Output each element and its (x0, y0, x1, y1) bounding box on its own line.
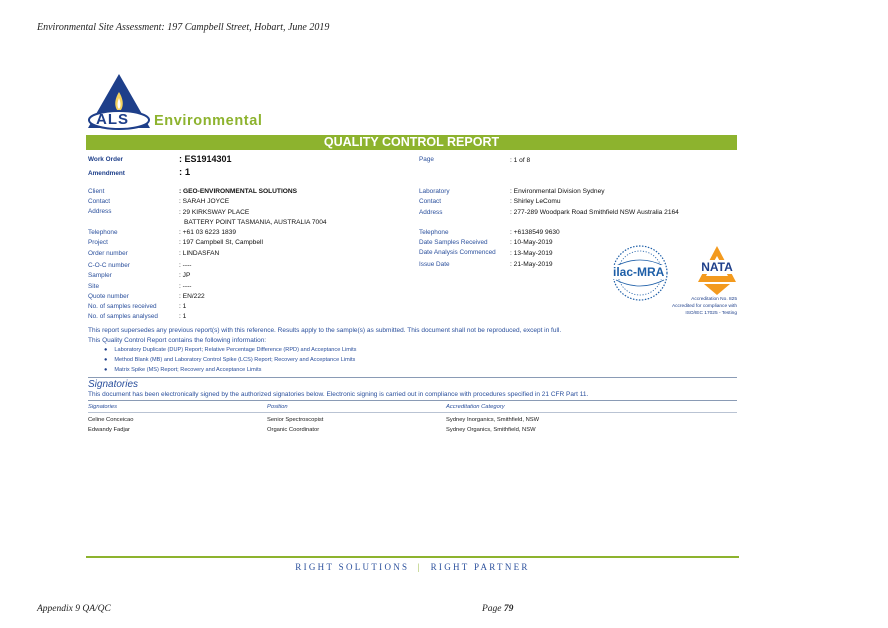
value-project: : 197 Campbell St, Campbell (179, 239, 263, 246)
label-order-number: Order number (88, 250, 128, 257)
contents-item-text: Laboratory Duplicate (DUP) Report; Relative Percentage Difference (RPD) and Acceptance Limits (114, 347, 357, 353)
value-date-received: : 10-May-2019 (510, 239, 553, 246)
tagline-left: RIGHT SOLUTIONS (295, 562, 410, 572)
footer-page (482, 604, 513, 614)
label-quote-number: Quote number (88, 293, 129, 300)
quote-number: EN/222 (182, 293, 205, 300)
telephone-number: +61 03 6223 1839 (182, 229, 237, 236)
value-samples-analysed: : 1 (179, 313, 187, 320)
brand-name: Environmental (154, 113, 263, 129)
footer-page-number: 79 (503, 604, 514, 614)
lab-address: 277-289 Woodpark Road Smithfield NSW Australia 2164 (513, 209, 679, 216)
divider (88, 412, 737, 413)
contents-item-text: Matrix Spike (MS) Report; Recovery and Acceptance Limits (114, 367, 262, 373)
value-date-commenced: : 13-May-2019 (510, 250, 553, 257)
lab-telephone-number: +6138549 9630 (513, 229, 560, 236)
tagline-separator: | (417, 562, 423, 572)
bullet-icon: ● (104, 367, 108, 373)
signatory-position: Organic Coordinator (267, 427, 320, 433)
accreditation-line-2: Accredited for compliance with (671, 304, 737, 309)
value-samples-received: : 1 (179, 303, 187, 310)
label-samples-analysed: No. of samples analysed (88, 313, 158, 320)
value-page: : 1 of 8 (510, 157, 531, 164)
value-quote-number: : EN/222 (179, 293, 205, 300)
report-title: QUALITY CONTROL REPORT (323, 135, 500, 149)
signatory-position: Senior Spectroscopist (267, 417, 324, 423)
signatory-category: Sydney Inorganics, Smithfield, NSW (446, 417, 540, 423)
nata-logo (694, 244, 740, 296)
footer-page-label: Page (482, 604, 502, 614)
sampler-name: JP (182, 272, 191, 279)
column-header-signatories: Signatories (88, 404, 118, 410)
label-site: Site (88, 283, 100, 290)
date-samples-received: 10-May-2019 (513, 239, 553, 246)
label-address: Address (88, 208, 112, 215)
site-name: ---- (182, 283, 192, 290)
value-laboratory: : Environmental Division Sydney (510, 188, 605, 195)
footer-appendix: Appendix 9 QA/QC (37, 604, 111, 614)
tagline (86, 562, 739, 572)
value-address-2: BATTERY POINT TASMANIA, AUSTRALIA 7004 (184, 219, 327, 226)
value-order-number: : LINDASFAN (179, 250, 220, 257)
accreditation-line-3: ISO/IEC 17025 - Testing (685, 311, 737, 316)
contains-intro: This Quality Control Report contains the following information: (88, 337, 267, 344)
als-logo-text: ALS (96, 111, 129, 128)
value-coc-number: : ---- (179, 262, 192, 269)
label-lab-telephone: Telephone (419, 229, 449, 236)
contact-name: SARAH JOYCE (182, 198, 230, 205)
value-lab-address: : 277-289 Woodpark Road Smithfield NSW Australia 2164 (510, 209, 679, 216)
ilac-mra-text: ilac-MRA (613, 265, 665, 279)
value-telephone: : +61 03 6223 1839 (179, 229, 237, 236)
order-number: LINDASFAN (182, 250, 220, 257)
label-contact: Contact (88, 198, 111, 205)
ilac-mra-logo (608, 244, 672, 302)
label-date-received: Date Samples Received (419, 239, 488, 246)
list-item (104, 357, 355, 363)
client-name: GEO-ENVIRONMENTAL SOLUTIONS (183, 188, 298, 195)
label-laboratory: Laboratory (419, 188, 450, 195)
divider (88, 377, 737, 378)
label-issue-date: Issue Date (419, 261, 450, 268)
label-page: Page (419, 156, 434, 163)
label-project: Project (88, 239, 108, 246)
label-client: Client (88, 188, 105, 195)
list-item (104, 367, 261, 373)
samples-received-count: 1 (182, 303, 187, 310)
column-header-accreditation: Accreditation Category (446, 404, 505, 410)
lab-contact-name: Shirley LeComu (513, 198, 561, 205)
label-telephone: Telephone (88, 229, 118, 236)
samples-analysed-count: 1 (182, 313, 187, 320)
column-header-position: Position (267, 404, 288, 410)
signatories-heading: Signatories (88, 379, 139, 390)
coc-number: ---- (182, 262, 192, 269)
list-item (104, 347, 356, 353)
tagline-right: RIGHT PARTNER (430, 562, 530, 572)
value-lab-contact: : Shirley LeComu (510, 198, 561, 205)
value-work-order: : ES1914301 (179, 154, 232, 164)
supersedes-notice: This report supersedes any previous report(s) with this reference. Results apply to the sample(s) as submitted. This document shall not be reproduced, except in full. (88, 327, 562, 334)
signatories-statement: This document has been electronically signed by the authorized signatories below. Electronic signing is carried out in compliance with procedures specified in 21 CFR Part 11. (88, 391, 589, 398)
signatory-name: Edwandy Fadjar (88, 427, 130, 433)
signatory-name: Celine Conceicao (88, 417, 134, 423)
value-contact: : SARAH JOYCE (179, 198, 230, 205)
label-samples-received: No. of samples received (88, 303, 157, 310)
contents-item-text: Method Blank (MB) and Laboratory Control Spike (LCS) Report; Recovery and Acceptance Limits (114, 357, 356, 363)
value-lab-telephone: : +6138549 9630 (510, 229, 560, 236)
issue-date: 21-May-2019 (513, 261, 553, 268)
label-lab-contact: Contact (419, 198, 442, 205)
page-of: 1 of 8 (513, 157, 531, 164)
bullet-icon: ● (104, 347, 108, 353)
label-sampler: Sampler (88, 272, 112, 279)
accreditation-line-1: Accreditation No. 825 (691, 297, 737, 302)
label-date-commenced: Date Analysis Commenced (419, 249, 496, 256)
value-issue-date: : 21-May-2019 (510, 261, 553, 268)
address-line-1: 29 KIRKSWAY PLACE (182, 209, 250, 216)
laboratory-name: Environmental Division Sydney (513, 188, 605, 195)
signatory-category: Sydney Organics, Smithfield, NSW (446, 427, 536, 433)
value-address-1: : 29 KIRKSWAY PLACE (179, 209, 250, 216)
value-sampler: : JP (179, 272, 191, 279)
amendment-number: 1 (184, 167, 191, 178)
date-analysis-commenced: 13-May-2019 (513, 250, 553, 257)
value-client: : GEO-ENVIRONMENTAL SOLUTIONS (179, 188, 298, 195)
bullet-icon: ● (104, 357, 108, 363)
divider (88, 400, 737, 401)
nata-text: NATA (695, 260, 739, 274)
value-site: : ---- (179, 283, 192, 290)
footer-rule (86, 556, 739, 558)
work-order-number: ES1914301 (184, 154, 232, 164)
label-work-order: Work Order (88, 156, 124, 163)
label-amendment: Amendment (88, 170, 125, 177)
als-logo (86, 72, 152, 132)
label-lab-address: Address (419, 209, 443, 216)
project-name: 197 Campbell St, Campbell (182, 239, 263, 246)
label-coc-number: C-O-C number (88, 262, 130, 269)
value-amendment: : 1 (179, 167, 191, 178)
document-header: Environmental Site Assessment: 197 Campbell Street, Hobart, June 2019 (37, 22, 330, 33)
